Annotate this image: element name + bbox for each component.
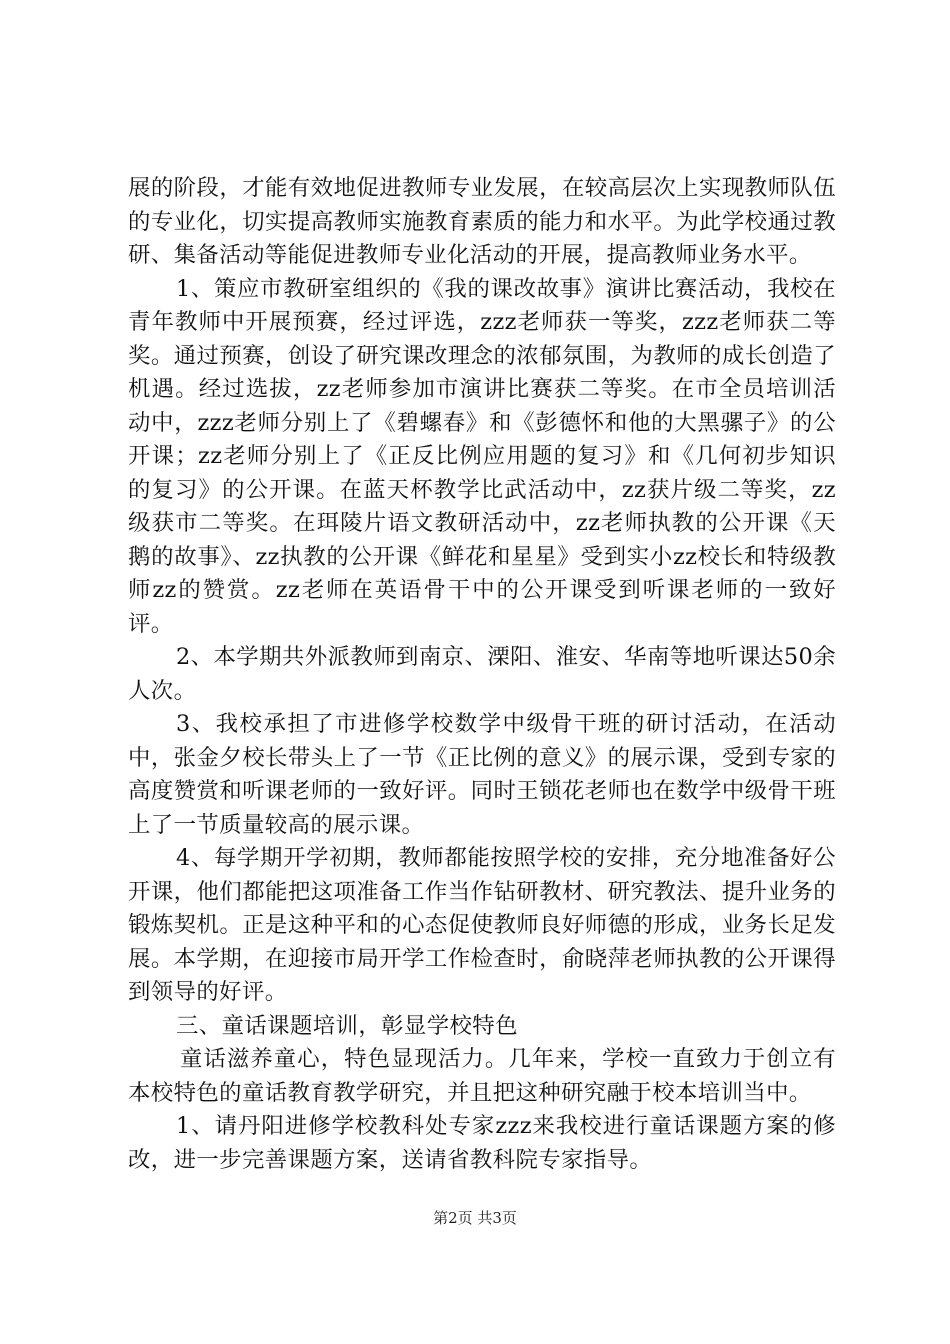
paragraph-section-intro: 童话滋养童心，特色显现活力。几年来，学校一直致力于创立有本校特色的童话教育教学研究，并且把这种研究融于校本培训当中。: [128, 1046, 836, 1106]
page-footer: [0, 1208, 950, 1228]
paragraph-item-4: 4、每学期开学初期，教师都能按照学校的安排，充分地准备好公开课，他们都能把这项准备工作当作钻研教材、研究教法、提升业务的锻炼契机。正是这种平和的心态促使教师良好师德的形成，业务长足发展。本学期，在迎接市局开学工作检查时，俞晓萍老师执教的公开课得到领导的好评。: [128, 845, 836, 1005]
paragraph-intro-continuation: 展的阶段，才能有效地促进教师专业发展，在较高层次上实现教师队伍的专业化，切实提高教师实施教育素质的能力和水平。为此学校通过教研、集备活动等能促进教师专业化活动的开展，提高教师业务水平。: [128, 175, 836, 268]
document-body: [128, 172, 836, 1177]
paragraph-section-item-1: 1、请丹阳进修学校教科处专家zzz来我校进行童话课题方案的修改，进一步完善课题方案，送请省教科院专家指导。: [128, 1113, 836, 1173]
section-heading-3: 三、童话课题培训，彰显学校特色: [176, 1012, 518, 1039]
paragraph-item-1: 1、策应市教研室组织的《我的课改故事》演讲比赛活动，我校在青年教师中开展预赛，经过评选，zzz老师获一等奖，zzz老师获二等奖。通过预赛，创设了研究课改理念的浓郁氛围，为教师的成长创造了机遇。经过选拔，zz老师参加市演讲比赛获二等奖。在市全员培训活动中，zzz老师分别上了《碧螺春》和《彭德怀和他的大黑骡子》的公开课；zz老师分别上了《正反比例应用题的复习》和《几何初步知识的复习》的公开课。在蓝天杯教学比武活动中，zz获片级二等奖，zz级获市二等奖。在珥陵片语文教研活动中，zz老师执教的公开课《天鹅的故事》、zz执教的公开课《鲜花和星星》受到实小zz校长和特级教师zz的赞赏。zz老师在英语骨干中的公开课受到听课老师的一致好评。: [128, 275, 836, 637]
paragraph-item-3: 3、我校承担了市进修学校数学中级骨干班的研讨活动，在活动中，张金夕校长带头上了一节《正比例的意义》的展示课，受到专家的高度赞赏和听课老师的一致好评。同时王锁花老师也在数学中级骨干班上了一节质量较高的展示课。: [128, 711, 836, 838]
paragraph-item-2: 2、本学期共外派教师到南京、溧阳、淮安、华南等地听课达50余人次。: [128, 644, 836, 704]
page-number-label: 第2页 共3页: [433, 1209, 517, 1227]
